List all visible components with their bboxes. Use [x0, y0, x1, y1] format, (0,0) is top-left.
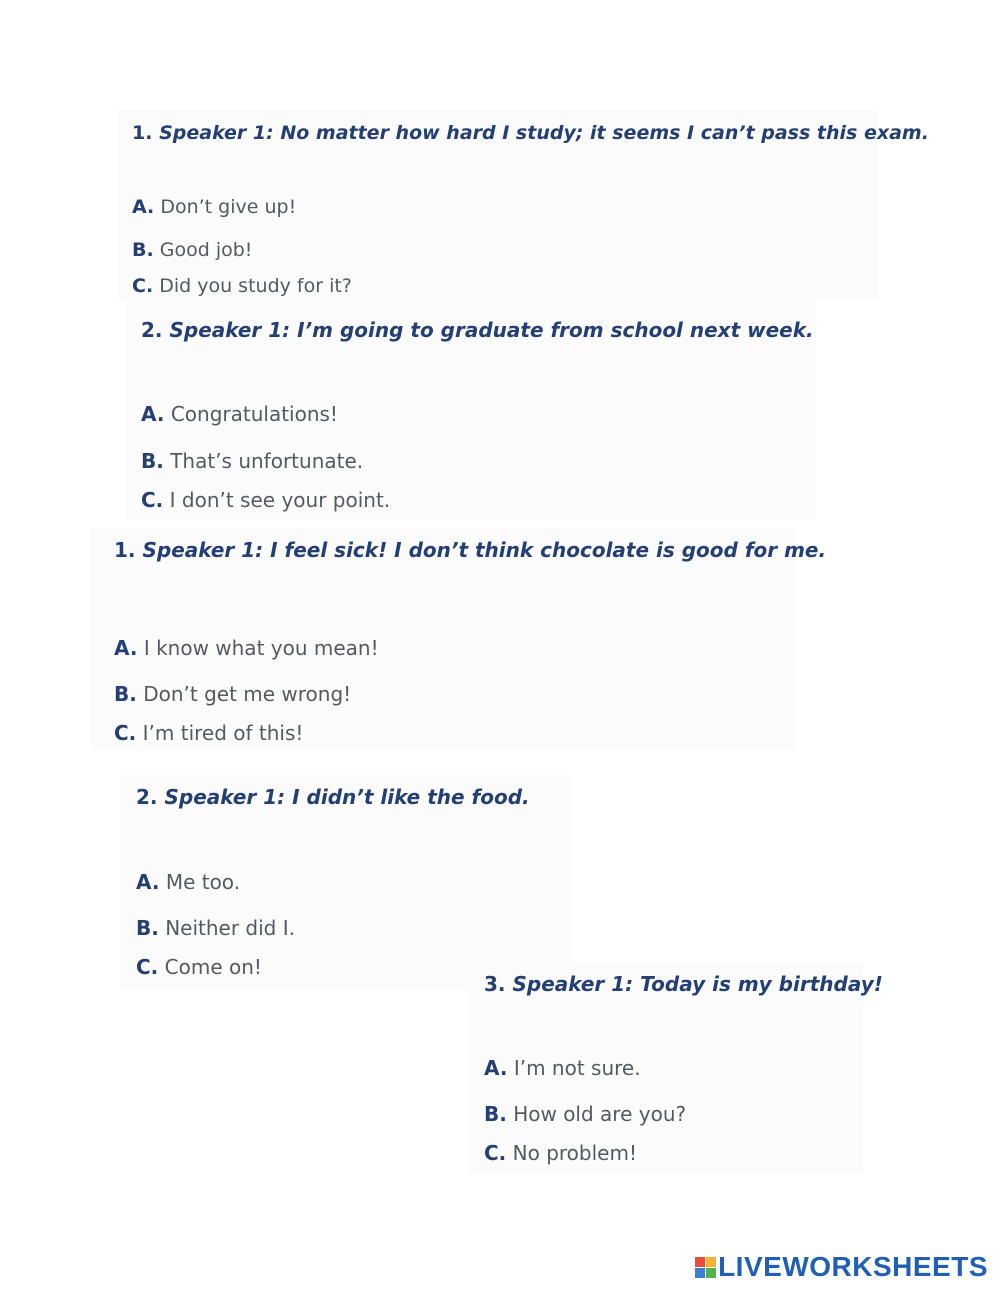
option-text: I’m tired of this!: [142, 721, 304, 745]
option-text: I’m not sure.: [513, 1056, 641, 1080]
option-a: [484, 1056, 641, 1080]
question-text: Speaker 1: I’m going to graduate from school next week.: [169, 318, 814, 342]
option-letter: B.: [141, 449, 164, 473]
option-a: [141, 402, 338, 426]
option-c: [484, 1141, 637, 1165]
option-letter: C.: [136, 955, 159, 979]
option-letter: B.: [136, 916, 159, 940]
option-c: [114, 721, 303, 745]
option-b: [136, 916, 295, 940]
option-b: [141, 449, 363, 473]
option-text: Don’t give up!: [160, 196, 297, 218]
option-text: How old are you?: [513, 1102, 687, 1126]
question-number: 2.: [141, 318, 163, 342]
option-b: [132, 239, 252, 261]
option-letter: A.: [114, 636, 138, 660]
option-letter: C.: [141, 488, 164, 512]
logo-wordmark: LIVEWORKSHEETS: [718, 1251, 988, 1282]
option-text: Good job!: [159, 239, 253, 261]
question-prompt: [136, 785, 530, 809]
option-c: [141, 488, 390, 512]
option-text: No problem!: [512, 1141, 637, 1165]
question-prompt: [141, 318, 814, 342]
option-text: That’s unfortunate.: [170, 449, 364, 473]
question-block-1: [118, 110, 929, 300]
question-text: Speaker 1: I feel sick! I don’t think chocolate is good for me.: [142, 538, 827, 562]
question-text: Speaker 1: No matter how hard I study; it seems I can’t pass this exam.: [159, 122, 929, 144]
option-text: I don’t see your point.: [169, 488, 391, 512]
option-text: Neither did I.: [165, 916, 295, 940]
question-prompt: [484, 972, 883, 996]
option-letter: A.: [141, 402, 165, 426]
question-number: 3.: [484, 972, 506, 996]
logo-mark-green: [706, 1268, 716, 1278]
question-number: 1.: [114, 538, 136, 562]
question-prompt: [114, 538, 826, 562]
option-text: Me too.: [165, 870, 241, 894]
option-letter: B.: [114, 682, 137, 706]
logo-mark-icon: [695, 1257, 716, 1278]
option-letter: A.: [132, 196, 155, 218]
option-text: Congratulations!: [170, 402, 338, 426]
option-letter: A.: [484, 1056, 508, 1080]
logo-mark-blue: [695, 1268, 705, 1278]
option-c: [132, 275, 352, 297]
option-letter: B.: [484, 1102, 507, 1126]
logo-mark-yellow: [706, 1257, 716, 1267]
question-block-5: [468, 962, 883, 1174]
option-letter: C.: [484, 1141, 507, 1165]
option-b: [114, 682, 351, 706]
option-a: [136, 870, 240, 894]
question-block-3: [90, 528, 827, 750]
option-text: Come on!: [164, 955, 262, 979]
option-letter: C.: [114, 721, 137, 745]
question-block-2: [126, 302, 816, 520]
question-text: Speaker 1: Today is my birthday!: [512, 972, 883, 996]
question-number: 1.: [132, 122, 153, 144]
option-a: [132, 196, 296, 218]
liveworksheets-logo: [695, 1253, 988, 1281]
option-a: [114, 636, 379, 660]
option-text: Did you study for it?: [159, 275, 352, 297]
option-letter: A.: [136, 870, 160, 894]
question-prompt: [132, 122, 929, 144]
question-block-4: [120, 775, 572, 990]
option-c: [136, 955, 262, 979]
question-text: Speaker 1: I didn’t like the food.: [164, 785, 530, 809]
option-b: [484, 1102, 686, 1126]
question-number: 2.: [136, 785, 158, 809]
option-letter: B.: [132, 239, 154, 261]
option-text: Don’t get me wrong!: [143, 682, 352, 706]
option-letter: C.: [132, 275, 154, 297]
logo-mark-red: [695, 1257, 705, 1267]
option-text: I know what you mean!: [143, 636, 379, 660]
